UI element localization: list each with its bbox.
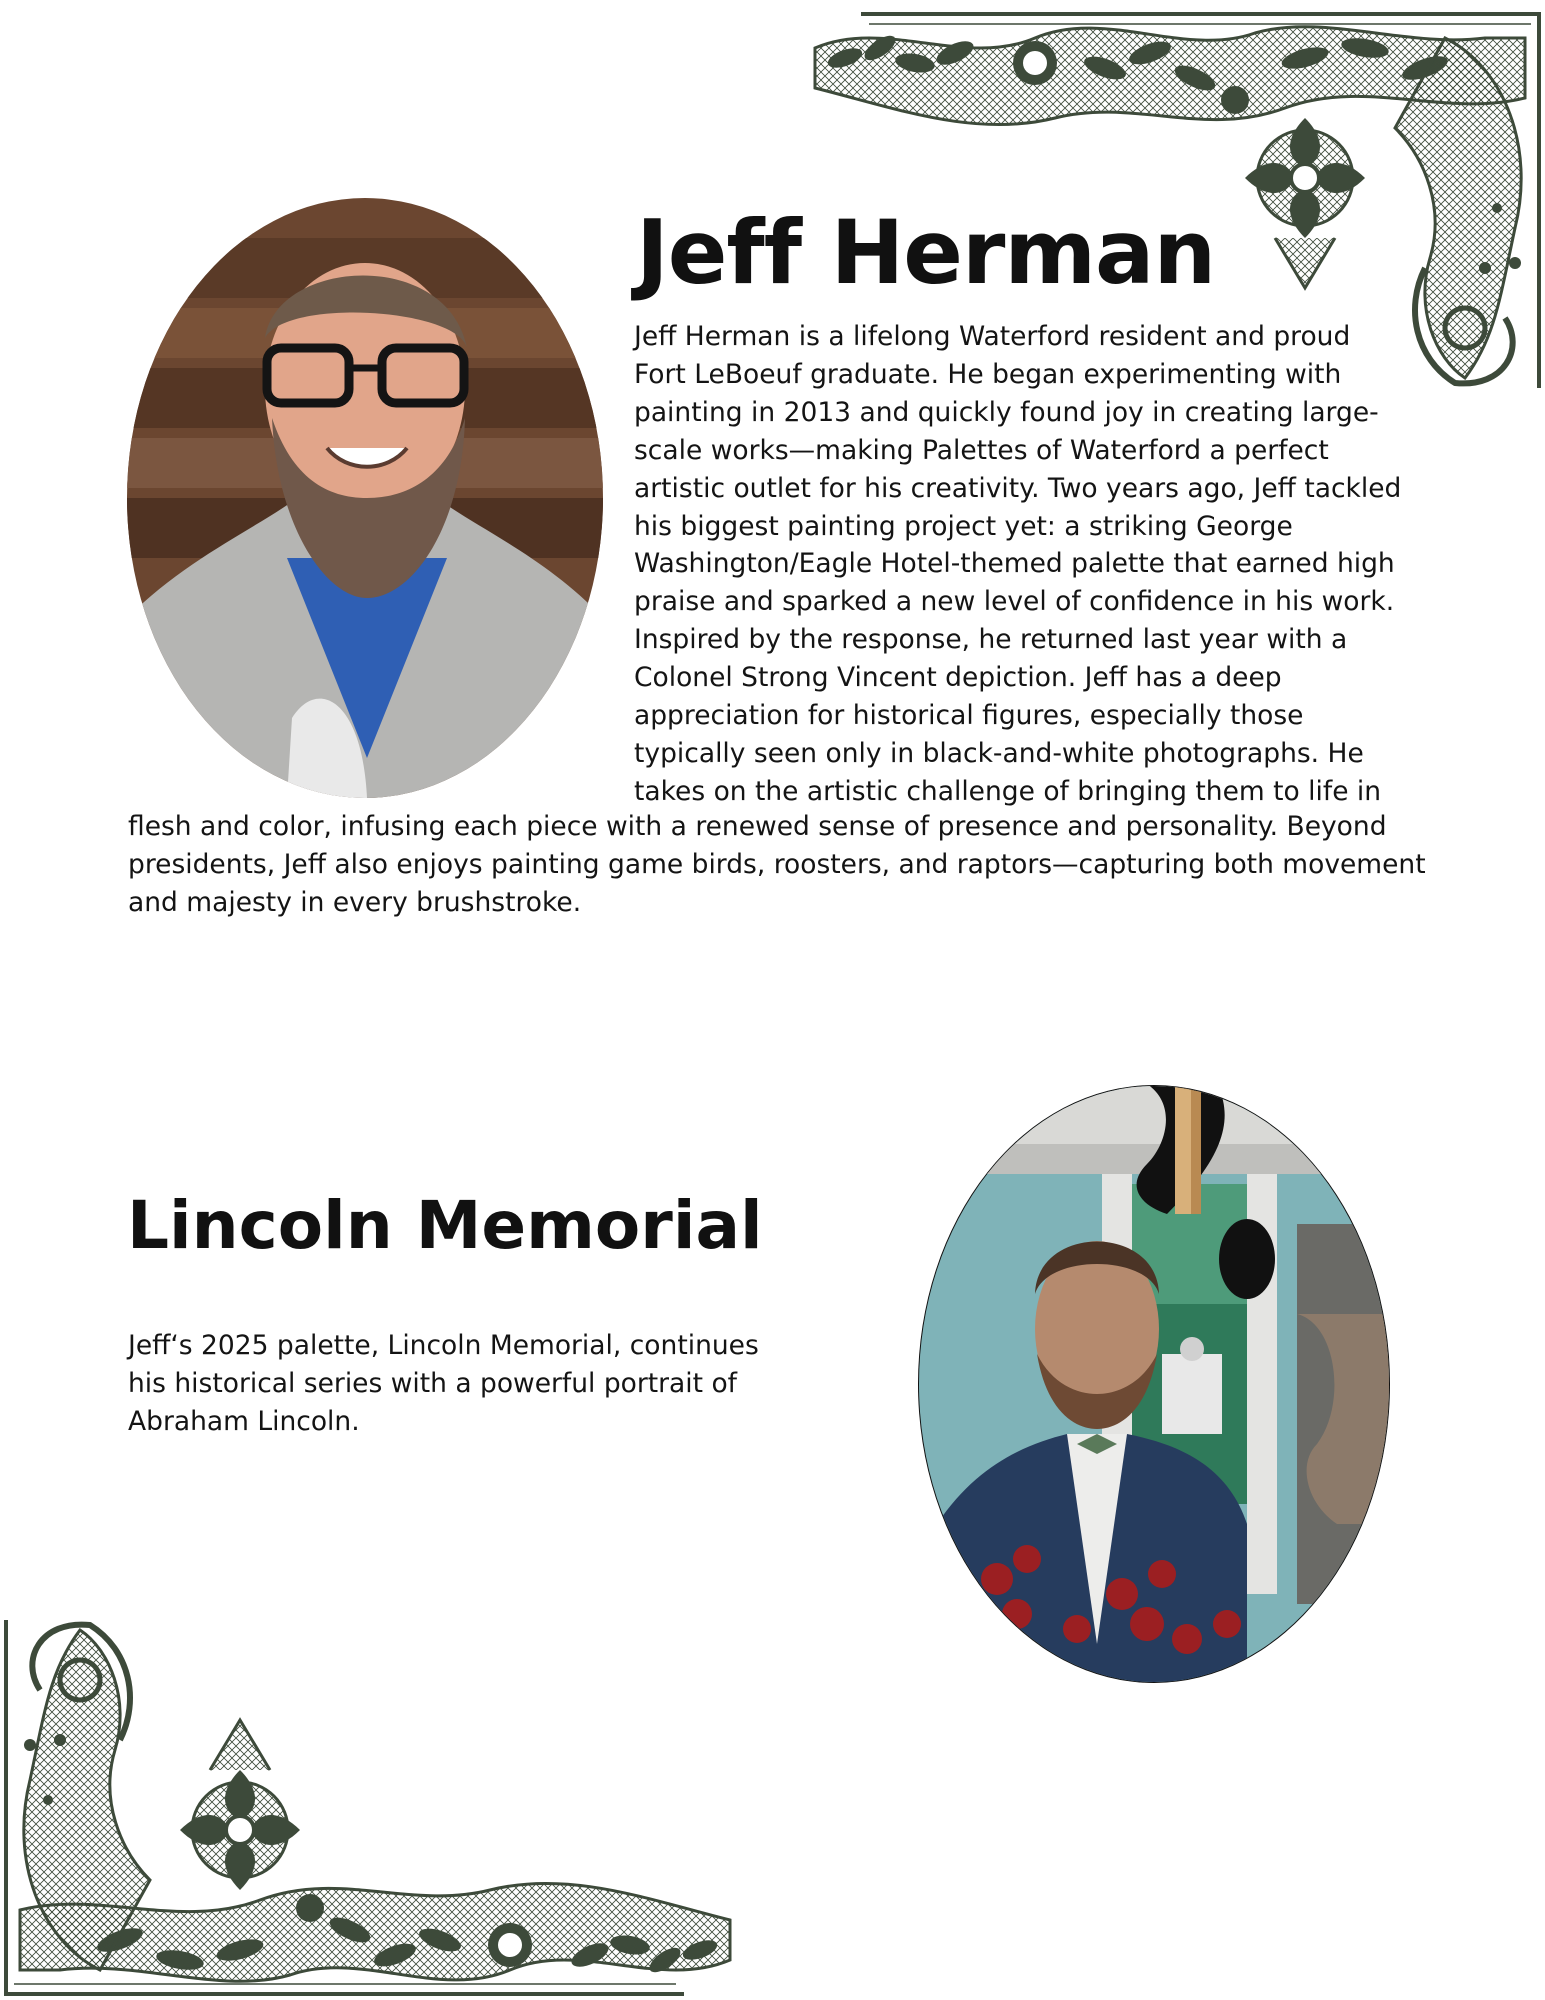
bio-line: and majesty in every brushstroke. xyxy=(128,886,582,918)
artist-name: Jeff Herman xyxy=(636,201,1216,304)
artist-bio-wrapped xyxy=(634,318,1464,811)
bio-line: Fort LeBoeuf graduate. He began experimenting with xyxy=(634,358,1342,390)
artist-portrait-photo xyxy=(127,198,603,798)
artwork-title: Lincoln Memorial xyxy=(127,1187,763,1264)
bio-line: his biggest painting project yet: a striking George xyxy=(634,510,1293,542)
bio-line: painting in 2013 and quickly found joy in creating large- xyxy=(634,396,1379,428)
description-line: his historical series with a powerful portrait of xyxy=(128,1367,738,1399)
lincoln-memorial-palette-photo xyxy=(917,1084,1391,1684)
bio-line: Jeff Herman is a lifelong Waterford resident and proud xyxy=(634,321,1351,352)
bio-line: Washington/Eagle Hotel-themed palette that earned high xyxy=(634,548,1395,580)
bio-line: artistic outlet for his creativity. Two years ago, Jeff tackled xyxy=(634,472,1402,504)
bio-line: praise and sparked a new level of confidence in his work. xyxy=(634,586,1395,618)
bio-line: appreciation for historical figures, especially those xyxy=(634,700,1304,732)
bio-line: takes on the artistic challenge of bringing them to life in xyxy=(634,775,1382,807)
description-line: Abraham Lincoln. xyxy=(128,1405,360,1437)
bio-line: flesh and color, infusing each piece with a renewed sense of presence and personality. Beyond xyxy=(128,811,1387,842)
bio-line: typically seen only in black-and-white photographs. He xyxy=(634,737,1364,769)
artist-bio-continued xyxy=(128,808,1545,922)
artwork-description xyxy=(128,1327,759,1441)
bio-line: presidents, Jeff also enjoys painting game birds, roosters, and raptors—capturing both movement xyxy=(128,848,1426,880)
bio-line: scale works—making Palettes of Waterford a perfect xyxy=(634,434,1329,466)
bio-line: Inspired by the response, he returned last year with a xyxy=(634,624,1348,656)
lace-corner-bottom-left-icon xyxy=(0,1620,740,2000)
description-line: Jeff‘s 2025 palette, Lincoln Memorial, continues xyxy=(128,1330,759,1361)
bio-line: Colonel Strong Vincent depiction. Jeff has a deep xyxy=(634,662,1282,694)
